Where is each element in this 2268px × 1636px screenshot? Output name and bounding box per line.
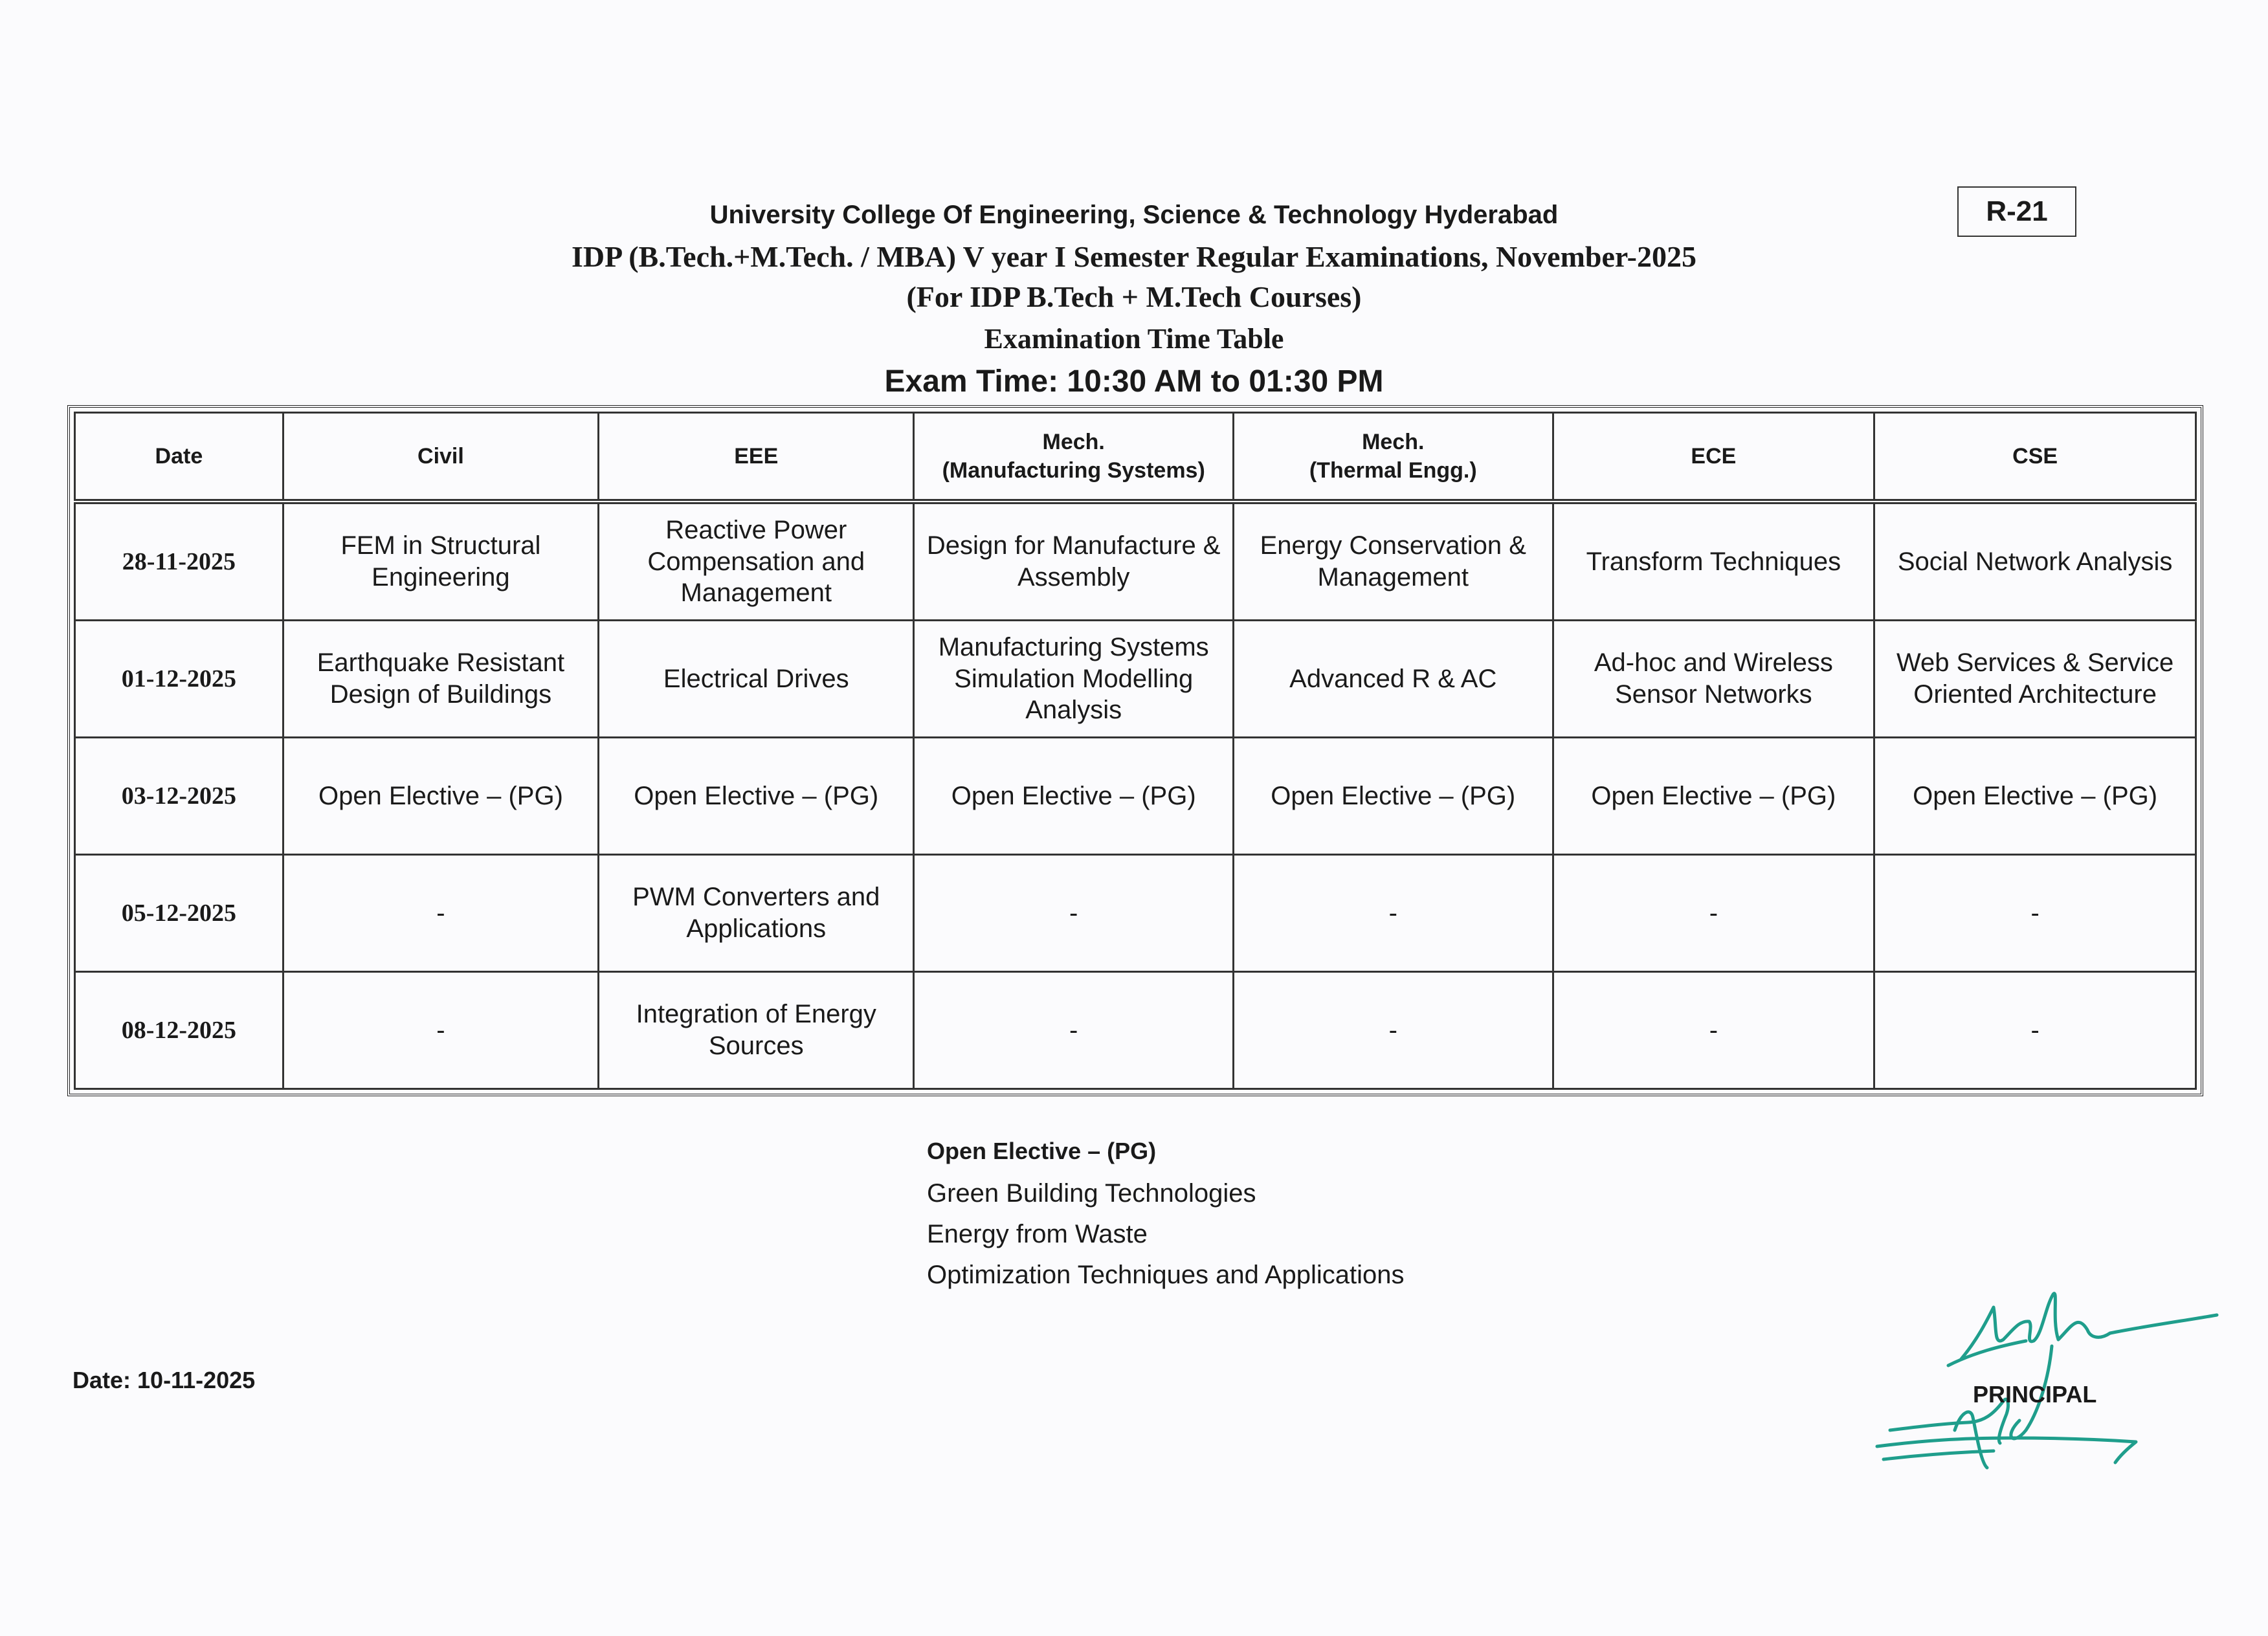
- table-row: [75, 972, 2196, 1089]
- column-header-date: Date: [75, 413, 284, 502]
- subject-cell: -: [1233, 855, 1553, 972]
- subject-cell: -: [914, 855, 1234, 972]
- subject-cell: -: [914, 972, 1234, 1089]
- open-elective-title: Open Elective – (PG): [927, 1138, 1157, 1164]
- principal-signature: [1864, 1268, 2227, 1482]
- column-header-ece: ECE: [1553, 413, 1874, 502]
- column-header-mech-thermal: Mech. (Thermal Engg.): [1233, 413, 1553, 502]
- subject-cell: Energy Conservation & Management: [1233, 502, 1553, 621]
- exam-date-cell: 01-12-2025: [75, 621, 284, 738]
- subject-cell: Open Elective – (PG): [914, 738, 1234, 855]
- subject-cell: Electrical Drives: [599, 621, 914, 738]
- subject-cell: Manufacturing Systems Simulation Modelling Analysis: [914, 621, 1234, 738]
- exam-date-cell: 05-12-2025: [75, 855, 284, 972]
- open-elective-item: Green Building Technologies: [927, 1179, 1256, 1208]
- subject-cell: Social Network Analysis: [1874, 502, 2196, 621]
- courses-subtitle: (For IDP B.Tech + M.Tech Courses): [906, 280, 1362, 313]
- subject-cell: Open Elective – (PG): [1553, 738, 1874, 855]
- subject-cell: Open Elective – (PG): [599, 738, 914, 855]
- column-header-civil: Civil: [283, 413, 598, 502]
- subject-cell: Reactive Power Compensation and Management: [599, 502, 914, 621]
- exam-title: IDP (B.Tech.+M.Tech. / MBA) V year I Semester Regular Examinations, November-2025: [572, 240, 1696, 273]
- open-elective-list: [927, 1138, 1405, 1301]
- principal-label: PRINCIPAL: [1973, 1381, 2097, 1408]
- table-row: [75, 855, 2196, 972]
- exam-date-cell: 28-11-2025: [75, 502, 284, 621]
- subject-cell: -: [1553, 972, 1874, 1089]
- subject-cell: Earthquake Resistant Design of Buildings: [283, 621, 598, 738]
- column-header-cse: CSE: [1874, 413, 2196, 502]
- table-row: [75, 502, 2196, 621]
- subject-cell: Transform Techniques: [1553, 502, 1874, 621]
- timetable-table-frame: [67, 405, 2203, 1096]
- table-row: [75, 738, 2196, 855]
- timetable-heading: Examination Time Table: [984, 323, 1284, 355]
- subject-cell: Open Elective – (PG): [1233, 738, 1553, 855]
- subject-cell: Design for Manufacture & Assembly: [914, 502, 1234, 621]
- subject-cell: Web Services & Service Oriented Architecture: [1874, 621, 2196, 738]
- subject-cell: -: [1233, 972, 1553, 1089]
- column-header-mech-manufacturing: Mech. (Manufacturing Systems): [914, 413, 1234, 502]
- subject-cell: -: [283, 972, 598, 1089]
- regulation-badge: R-21: [1957, 186, 2076, 237]
- open-elective-item: Energy from Waste: [927, 1220, 1148, 1248]
- subject-cell: Open Elective – (PG): [283, 738, 598, 855]
- issue-date: Date: 10-11-2025: [72, 1367, 256, 1393]
- subject-cell: Advanced R & AC: [1233, 621, 1553, 738]
- timetable-table: [74, 412, 2197, 1090]
- table-row: [75, 621, 2196, 738]
- exam-time: Exam Time: 10:30 AM to 01:30 PM: [884, 364, 1384, 399]
- subject-cell: PWM Converters and Applications: [599, 855, 914, 972]
- exam-date-cell: 03-12-2025: [75, 738, 284, 855]
- college-name: University College Of Engineering, Science & Technology Hyderabad: [709, 201, 1559, 229]
- column-header-eee: EEE: [599, 413, 914, 502]
- subject-cell: -: [1874, 972, 2196, 1089]
- open-elective-item: Optimization Techniques and Applications: [927, 1261, 1405, 1289]
- subject-cell: FEM in Structural Engineering: [283, 502, 598, 621]
- subject-cell: -: [283, 855, 598, 972]
- subject-cell: -: [1553, 855, 1874, 972]
- exam-date-cell: 08-12-2025: [75, 972, 284, 1089]
- subject-cell: Integration of Energy Sources: [599, 972, 914, 1089]
- subject-cell: Open Elective – (PG): [1874, 738, 2196, 855]
- table-header-row: [75, 413, 2196, 502]
- subject-cell: -: [1874, 855, 2196, 972]
- subject-cell: Ad-hoc and Wireless Sensor Networks: [1553, 621, 1874, 738]
